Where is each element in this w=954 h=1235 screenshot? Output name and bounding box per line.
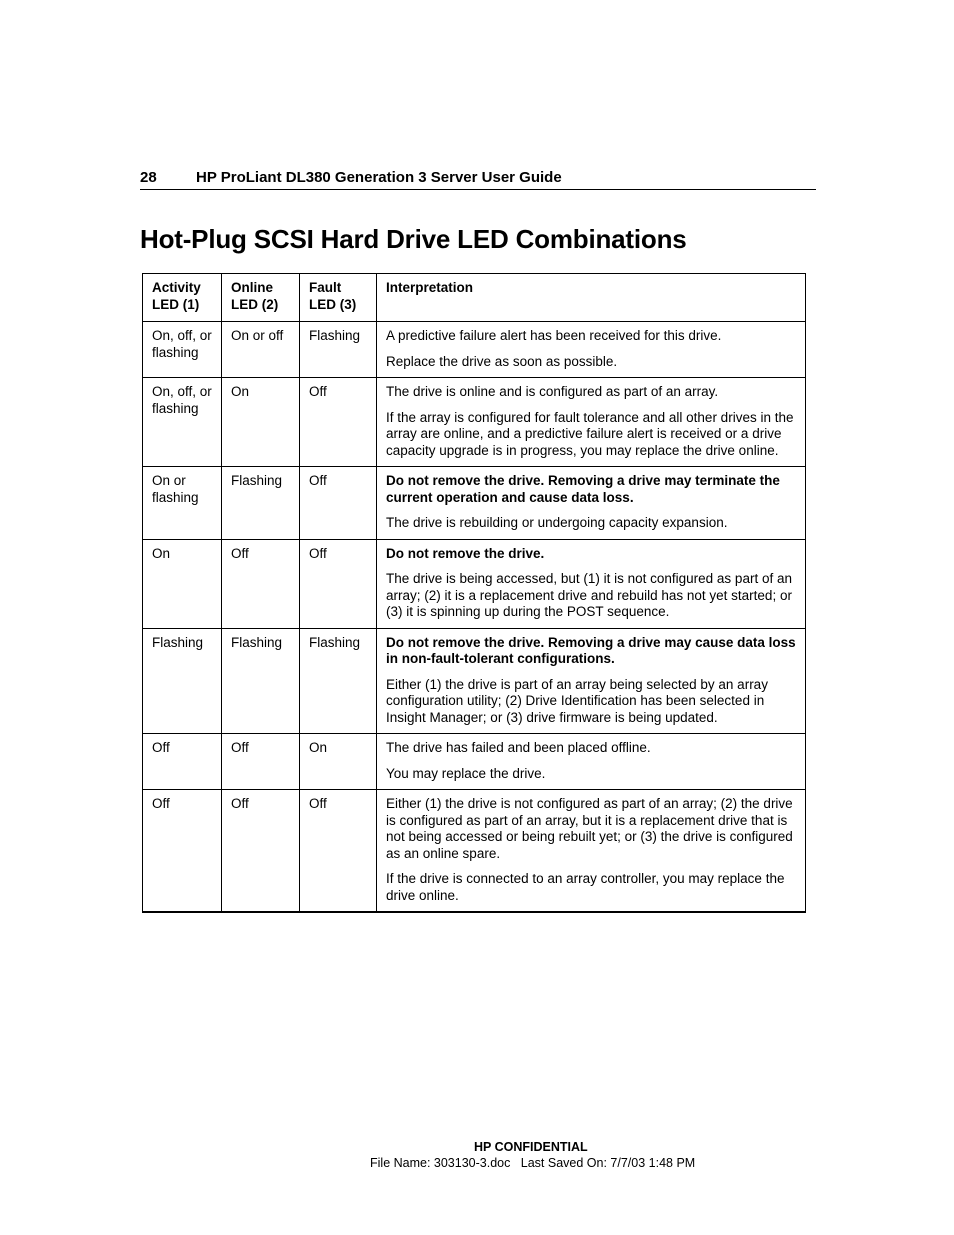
table-row xyxy=(143,734,806,790)
fault-led-cell: Flashing xyxy=(300,628,377,734)
interpretation-text: If the drive is connected to an array controller, you may replace the drive online. xyxy=(386,871,785,903)
activity-led-cell: Off xyxy=(143,790,222,913)
online-led-cell: Off xyxy=(222,539,300,628)
activity-led-cell: On, off, or flashing xyxy=(143,322,222,378)
interpretation-cell xyxy=(377,539,806,628)
document-title: HP ProLiant DL380 Generation 3 Server User Guide xyxy=(196,169,562,186)
fault-led-cell: Off xyxy=(300,467,377,540)
interpretation-cell xyxy=(377,467,806,540)
column-header-activity: Activity LED (1) xyxy=(143,274,222,322)
interpretation-text: The drive is online and is configured as part of an array. xyxy=(386,384,719,399)
activity-led-cell: On or flashing xyxy=(143,467,222,540)
confidential-notice: HP CONFIDENTIAL xyxy=(474,1140,588,1154)
section-title: Hot-Plug SCSI Hard Drive LED Combinations xyxy=(140,224,687,254)
interpretation-cell xyxy=(377,322,806,378)
fault-led-cell: Flashing xyxy=(300,322,377,378)
interpretation-text: Replace the drive as soon as possible. xyxy=(386,353,618,369)
interpretation-text: The drive has failed and been placed offline. xyxy=(386,740,651,755)
file-info: File Name: 303130-3.doc Last Saved On: 7/7/03 1:48 PM xyxy=(370,1156,696,1170)
online-led-cell: Flashing xyxy=(222,467,300,540)
online-led-cell: Off xyxy=(222,734,300,790)
interpretation-cell xyxy=(377,790,806,913)
table-row xyxy=(143,322,806,378)
warning-text: Do not remove the drive. Removing a drive may cause data loss in non-fault-tolerant configurations. xyxy=(386,634,796,666)
fault-led-cell: Off xyxy=(300,378,377,467)
led-combinations-table xyxy=(142,273,806,913)
online-led-cell: Flashing xyxy=(222,628,300,734)
fault-led-cell: Off xyxy=(300,790,377,913)
table-row xyxy=(143,628,806,734)
interpretation-cell xyxy=(377,378,806,467)
interpretation-text: The drive is rebuilding or undergoing capacity expansion. xyxy=(386,515,728,530)
activity-led-cell: On, off, or flashing xyxy=(143,378,222,467)
interpretation-cell xyxy=(377,734,806,790)
interpretation-text: Either (1) the drive is not configured as part of an array; (2) the drive is configured as part of an array, but it is a replacement drive that is not being accessed or being rebuilt yet; or (3) the drive is configured as an online spare. xyxy=(386,796,793,861)
column-header-online: Online LED (2) xyxy=(222,274,300,322)
activity-led-cell: Flashing xyxy=(143,628,222,734)
table-body xyxy=(143,322,806,913)
column-header-interpretation: Interpretation xyxy=(377,274,806,322)
page-number: 28 xyxy=(140,169,157,186)
fault-led-cell: Off xyxy=(300,539,377,628)
table-row xyxy=(143,539,806,628)
interpretation-text: If the array is configured for fault tolerance and all other drives in the array are online, and a predictive failure alert is received or a drive capacity upgrade is in progress, you may replace the drive online. xyxy=(386,409,794,458)
online-led-cell: On xyxy=(222,378,300,467)
interpretation-text: Either (1) the drive is part of an array being selected by an array configuration utility; (2) Drive Identification has been selected in Insight Manager; or (3) drive firmware is being updated. xyxy=(386,676,768,725)
column-header-fault: Fault LED (3) xyxy=(300,274,377,322)
running-header xyxy=(140,169,816,190)
interpretation-text: A predictive failure alert has been received for this drive. xyxy=(386,328,722,343)
warning-text: Do not remove the drive. xyxy=(386,545,545,561)
table-row xyxy=(143,467,806,540)
table-row xyxy=(143,790,806,913)
table-header-row xyxy=(143,274,806,322)
interpretation-cell xyxy=(377,628,806,734)
activity-led-cell: Off xyxy=(143,734,222,790)
fault-led-cell: On xyxy=(300,734,377,790)
online-led-cell: Off xyxy=(222,790,300,913)
activity-led-cell: On xyxy=(143,539,222,628)
warning-text: Do not remove the drive. Removing a drive may terminate the current operation and cause data loss. xyxy=(386,473,780,505)
interpretation-text: You may replace the drive. xyxy=(386,765,546,781)
interpretation-text: The drive is being accessed, but (1) it is not configured as part of an array; (2) it is a replacement drive and rebuild has not yet started; or (3) it is spinning up during the POST sequence. xyxy=(386,571,792,619)
online-led-cell: On or off xyxy=(222,322,300,378)
table-row xyxy=(143,378,806,467)
